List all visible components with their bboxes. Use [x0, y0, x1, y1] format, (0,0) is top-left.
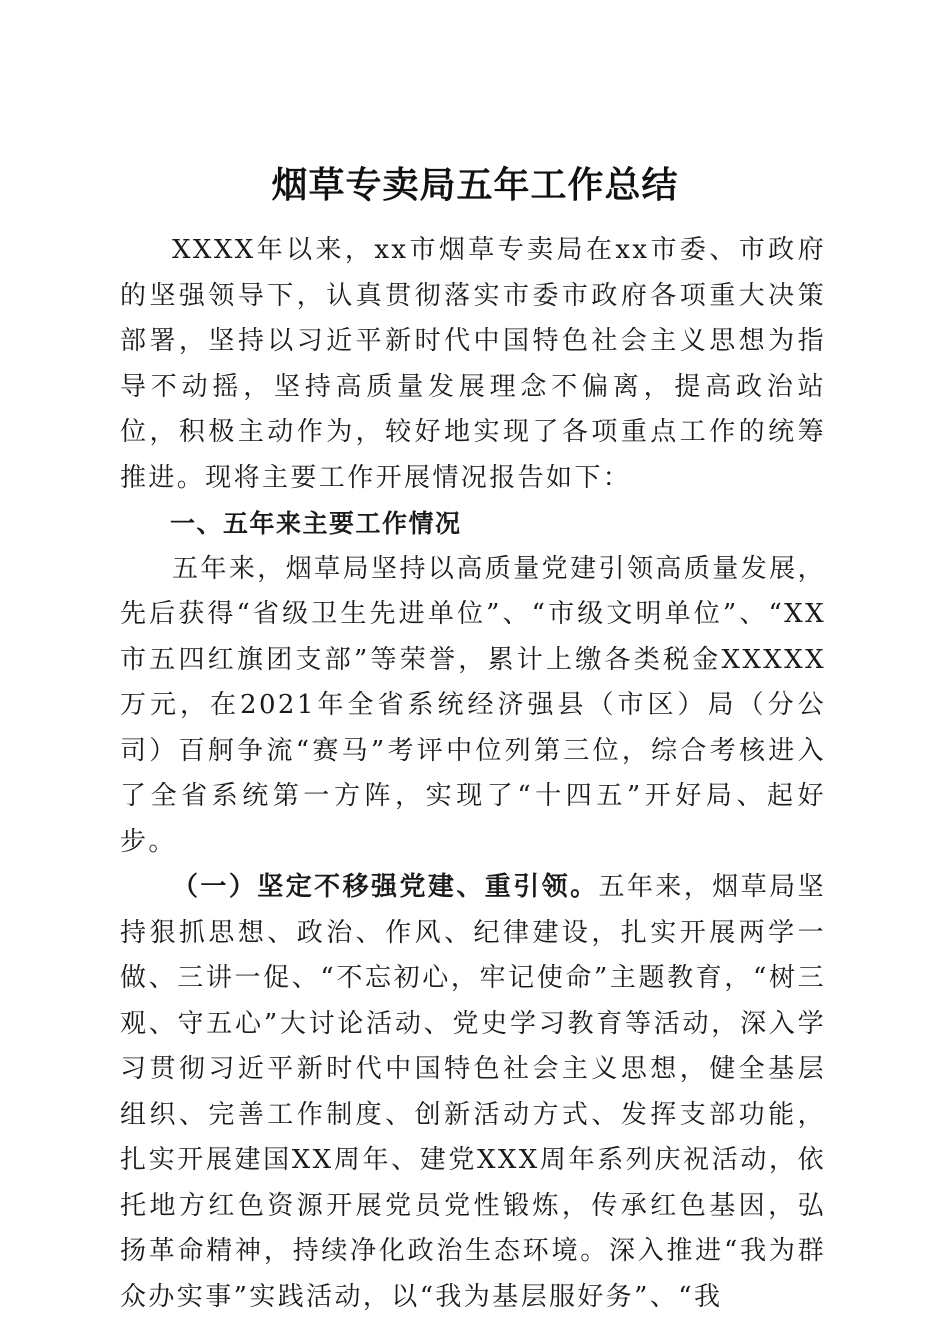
section-heading: 一、五年来主要工作情况	[170, 509, 462, 538]
item-lead: （一）坚定不移强党建、重引领。	[172, 872, 599, 902]
item-paragraph	[120, 865, 826, 1320]
document-title: 烟草专卖局五年工作总结	[271, 164, 679, 207]
intro-paragraph: XXXX年以来，xx市烟草专卖局在xx市委、市政府的坚强领导下，认真贯彻落实市委市政府各项重大决策部署，坚持以习近平新时代中国特色社会主义思想为指导不动摇，坚持高质量发展理念不偏离，提高政治站位，积极主动作为，较好地实现了各项重点工作的统筹推进。现将主要工作开展情况报告如下：	[120, 235, 826, 493]
item-body: 五年来，烟草局坚持狠抓思想、政治、作风、纪律建设，扎实开展两学一做、三讲一促、“不忘初心，牢记使命”主题教育，“树三观、守五心”大讨论活动、党史学习教育等活动，深入学习贯彻习近平新时代中国特色社会主义思想，健全基层组织、完善工作制度、创新活动方式、发挥支部功能，扎实开展建国XX周年、建党XXX周年系列庆祝活动，依托地方红色资源开展党员党性锻炼，传承红色基因，弘扬革命精神，持续净化政治生态环境。深入推进“我为群众办实事”实践活动，以“我为基层服好务”、“我	[120, 872, 826, 1312]
document-body	[120, 228, 826, 1320]
summary-paragraph: 五年来，烟草局坚持以高质量党建引领高质量发展，先后获得“省级卫生先进单位”、“市级文明单位”、“XX市五四红旗团支部”等荣誉，累计上缴各类税金XXXXX万元，在2021年全省系统经济强县（市区）局（分公司）百舸争流“赛马”考评中位列第三位，综合考核进入了全省系统第一方阵，实现了“十四五”开好局、起好步。	[120, 553, 826, 857]
